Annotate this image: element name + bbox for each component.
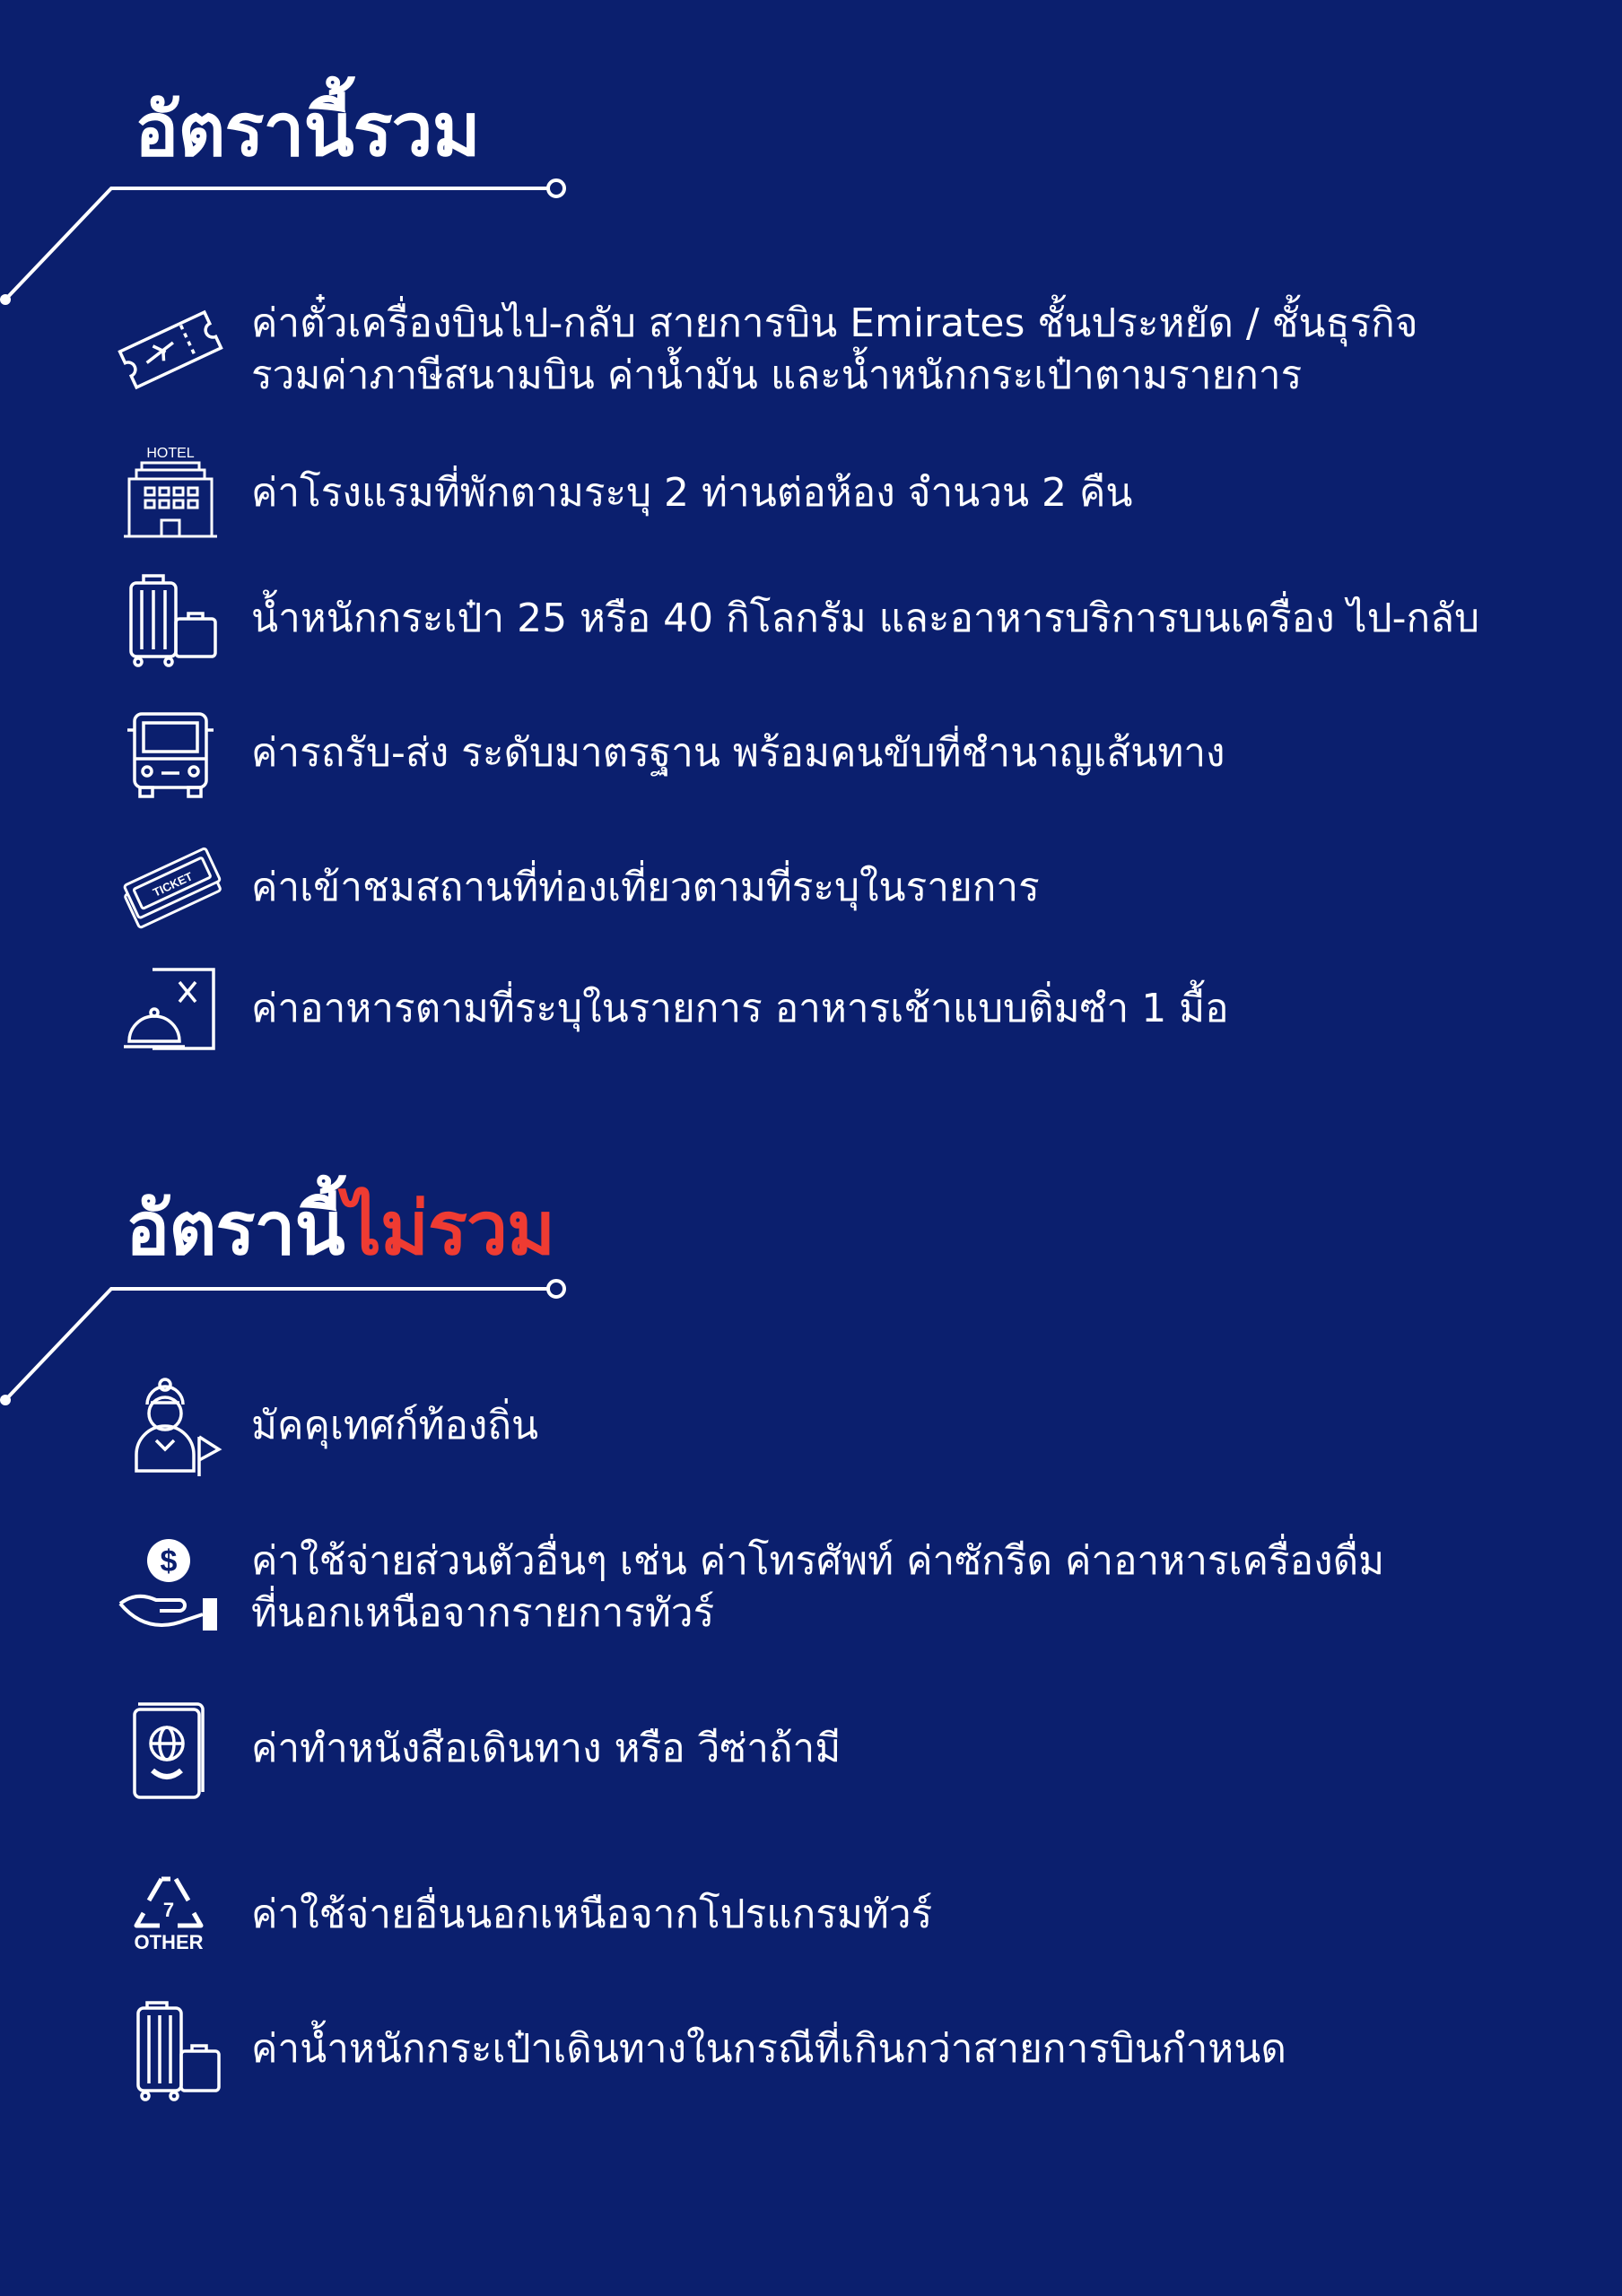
bus-icon — [117, 700, 224, 807]
other-icon-label: OTHER — [134, 1931, 204, 1953]
luggage-icon — [117, 1996, 224, 2103]
included-title: อัตรานี้รวม — [135, 88, 480, 173]
included-item-hotel — [117, 439, 1588, 547]
passport-icon — [117, 1695, 224, 1803]
included-item-flight-text: ค่าตั๋วเครื่องบินไป-กลับ สายการบิน Emirates ชั้นประหยัด / ชั้นธุรกิจ รวมค่าภาษีสนามบิน ค่าน้ำมัน และน้ำหนักกระเป๋าตามรายการ — [251, 300, 1418, 398]
excluded-item-passport-text: ค่าทำหนังสือเดินทาง หรือ วีซ่าถ้ามี — [251, 1726, 842, 1771]
included-item-transport-text: ค่ารถรับ-ส่ง ระดับมาตรฐาน พร้อมคนขับที่ชำนาญเส้นทาง — [251, 730, 1225, 776]
included-item-flight — [117, 296, 1588, 404]
other-icon — [117, 1861, 224, 1969]
hotel-icon-label: HOTEL — [146, 446, 195, 461]
luggage-icon — [117, 565, 224, 673]
excluded-item-passport — [117, 1695, 1588, 1803]
excluded-item-guide — [117, 1372, 1588, 1480]
money-hand-icon — [117, 1534, 224, 1641]
excluded-item-personal-text: ค่าใช้จ่ายส่วนตัวอื่นๆ เช่น ค่าโทรศัพท์ ค่าซักรีด ค่าอาหารเครื่องดื่ม ที่นอกเหนือจากรายการทัวร์ — [251, 1538, 1385, 1636]
included-divider-line — [0, 170, 574, 314]
included-item-hotel-text: ค่าโรงแรมที่พักตามระบุ 2 ท่านต่อห้อง จำนวน 2 คืน — [251, 470, 1133, 516]
meal-menu-icon — [117, 955, 224, 1063]
included-item-baggage — [117, 565, 1588, 673]
excluded-item-overweight-text: ค่าน้ำหนักกระเป๋าเดินทางในกรณีที่เกินกว่าสายการบินกำหนด — [251, 2026, 1286, 2072]
included-item-admission-text: ค่าเข้าชมสถานที่ท่องเที่ยวตามที่ระบุในรายการ — [251, 865, 1040, 910]
plane-ticket-icon — [117, 296, 224, 404]
svg-text:$: $ — [160, 1544, 178, 1578]
tour-guide-icon — [117, 1372, 224, 1480]
excluded-item-overweight — [117, 1996, 1588, 2103]
excluded-item-other-text: ค่าใช้จ่ายอื่นนอกเหนือจากโปรแกรมทัวร์ — [251, 1892, 933, 1937]
included-item-meals — [117, 955, 1588, 1063]
admission-ticket-icon — [117, 834, 224, 942]
included-item-transport — [117, 700, 1588, 807]
included-item-admission — [117, 834, 1588, 942]
hotel-icon — [117, 439, 224, 547]
included-item-baggage-text: น้ำหนักกระเป๋า 25 หรือ 40 กิโลกรัม และอาหารบริการบนเครื่อง ไป-กลับ — [251, 596, 1480, 641]
excluded-item-personal — [117, 1534, 1588, 1641]
svg-text:7: 7 — [162, 1899, 175, 1921]
excluded-title: อัตรานี้ไม่รวม — [126, 1187, 555, 1272]
included-item-meals-text: ค่าอาหารตามที่ระบุในรายการ อาหารเช้าแบบติ่มซำ 1 มื้อ — [251, 986, 1229, 1031]
excluded-item-other — [117, 1861, 1588, 1969]
excluded-item-guide-text: มัคคุเทศก์ท้องถิ่น — [251, 1403, 539, 1448]
admission-ticket-icon-label: TICKET — [151, 869, 196, 900]
